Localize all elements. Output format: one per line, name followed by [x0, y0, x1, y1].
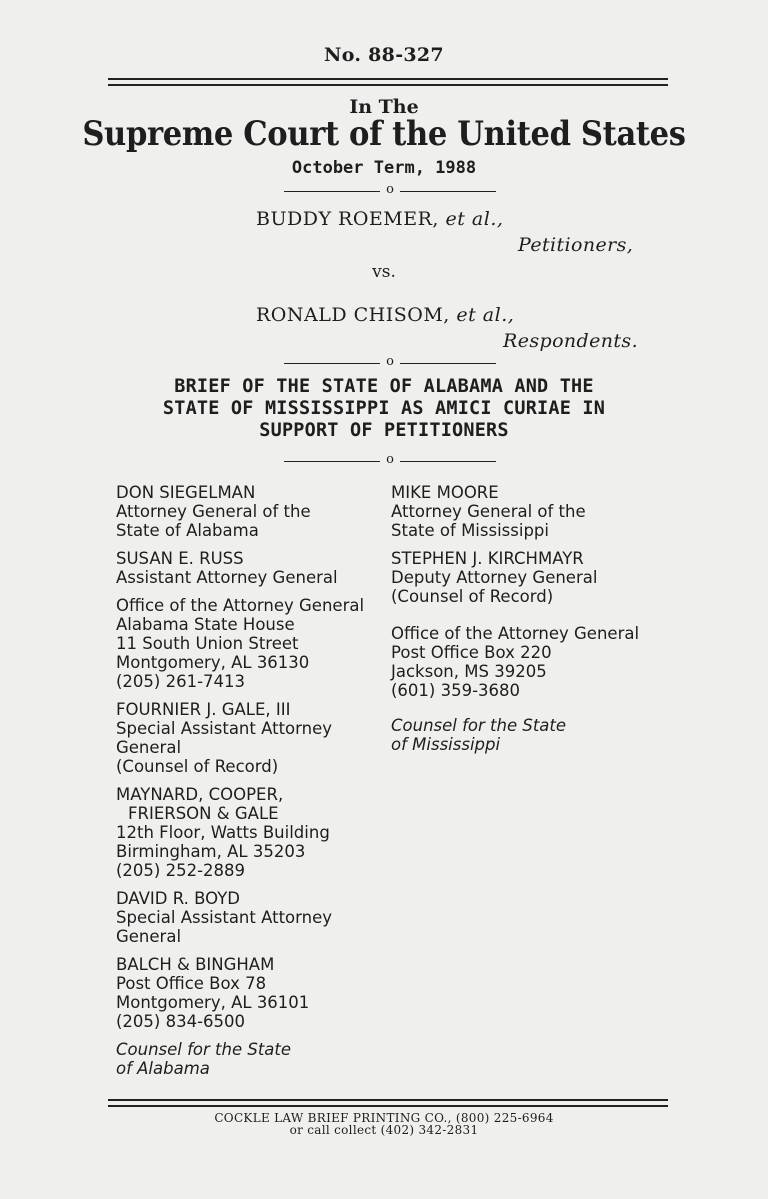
respondent-etal: et al.,: [456, 304, 515, 326]
counsel-name: DAVID R. BOYD: [116, 889, 241, 908]
counsel-name: FOURNIER J. GALE, III: [116, 700, 291, 719]
counsel-line: Assistant Attorney General: [116, 568, 338, 587]
counsel-name: SUSAN E. RUSS: [116, 549, 244, 568]
separator-mark: o: [380, 452, 400, 468]
phone-number: (205) 261-7413: [116, 672, 246, 691]
bottom-double-rule: [108, 1099, 668, 1107]
petitioner-line: [256, 208, 503, 230]
brief-title-line: BRIEF OF THE STATE OF ALABAMA AND THE: [174, 376, 594, 397]
separator-mark: o: [380, 354, 400, 370]
alabama-counsel-column: [116, 483, 386, 1087]
firm-name: BALCH & BINGHAM: [116, 955, 275, 974]
petitioner-name: BUDDY ROEMER,: [256, 208, 439, 230]
respondent-role: Respondents.: [503, 330, 639, 352]
address-block: [391, 624, 681, 700]
court-term: October Term, 1988: [291, 158, 477, 178]
counsel-block: [116, 549, 386, 587]
address-line: Birmingham, AL 35203: [116, 842, 306, 861]
counsel-designation: [116, 1040, 386, 1078]
separator-2: [284, 356, 496, 372]
firm-block: [116, 785, 386, 880]
counsel-block: [391, 549, 681, 606]
court-name: Supreme Court of the United States: [82, 114, 686, 154]
mississippi-counsel-column: [391, 483, 681, 763]
counsel-block: [116, 700, 386, 776]
counsel-line: Attorney General of the: [391, 502, 586, 521]
counsel-line: Deputy Attorney General: [391, 568, 598, 587]
address-line: 11 South Union Street: [116, 634, 299, 653]
counsel-name: MIKE MOORE: [391, 483, 499, 502]
address-line: Jackson, MS 39205: [391, 662, 547, 681]
address-line: Montgomery, AL 36130: [116, 653, 310, 672]
phone-number: (205) 834-6500: [116, 1012, 246, 1031]
petitioner-etal: et al.,: [445, 208, 504, 230]
counsel-line: Special Assistant Attorney: [116, 908, 333, 927]
address-block: [116, 596, 386, 691]
versus: vs.: [372, 262, 396, 282]
address-line: Montgomery, AL 36101: [116, 993, 310, 1012]
counsel-designation: [391, 716, 681, 754]
separator-3: [284, 454, 496, 470]
printer-line: or call collect (402) 342-2831: [289, 1123, 479, 1137]
address-line: Alabama State House: [116, 615, 295, 634]
counsel-line: State of Alabama: [116, 521, 259, 540]
designation-line: Counsel for the State: [391, 716, 567, 735]
counsel-block: [116, 483, 386, 540]
address-line: Post Office Box 220: [391, 643, 552, 662]
printer-line: COCKLE LAW BRIEF PRINTING CO., (800) 225-6964: [214, 1111, 554, 1125]
docket-number: No. 88-327: [324, 44, 444, 66]
address-line: Post Office Box 78: [116, 974, 267, 993]
brief-title: [0, 376, 768, 442]
counsel-line: State of Mississippi: [391, 521, 549, 540]
brief-title-line: STATE OF MISSISSIPPI AS AMICI CURIAE IN: [162, 398, 606, 419]
firm-block: [116, 955, 386, 1031]
brief-title-line: SUPPORT OF PETITIONERS: [259, 420, 509, 441]
separator-1: [284, 184, 496, 200]
counsel-block: [116, 889, 386, 946]
petitioner-role: Petitioners,: [518, 234, 634, 256]
separator-mark: o: [380, 182, 400, 198]
counsel-line: General: [116, 738, 182, 757]
counsel-name: STEPHEN J. KIRCHMAYR: [391, 549, 584, 568]
designation-line: of Mississippi: [391, 735, 501, 754]
phone-number: (205) 252-2889: [116, 861, 246, 880]
counsel-line: General: [116, 927, 182, 946]
phone-number: (601) 359-3680: [391, 681, 521, 700]
top-double-rule: [108, 78, 668, 86]
firm-name: MAYNARD, COOPER,: [116, 785, 284, 804]
counsel-line: Special Assistant Attorney: [116, 719, 333, 738]
printer-credit: [0, 1112, 768, 1136]
address-line: 12th Floor, Watts Building: [116, 823, 330, 842]
counsel-line: (Counsel of Record): [116, 757, 279, 776]
in-the-heading: In The: [349, 96, 419, 118]
counsel-line: (Counsel of Record): [391, 587, 554, 606]
counsel-name: DON SIEGELMAN: [116, 483, 256, 502]
designation-line: Counsel for the State: [116, 1040, 292, 1059]
counsel-line: Attorney General of the: [116, 502, 311, 521]
respondent-name: RONALD CHISOM,: [256, 304, 450, 326]
address-line: Office of the Attorney General: [391, 624, 640, 643]
respondent-line: [256, 304, 514, 326]
firm-name: FRIERSON & GALE: [128, 804, 279, 823]
counsel-block: [391, 483, 681, 540]
designation-line: of Alabama: [116, 1059, 210, 1078]
address-line: Office of the Attorney General: [116, 596, 365, 615]
